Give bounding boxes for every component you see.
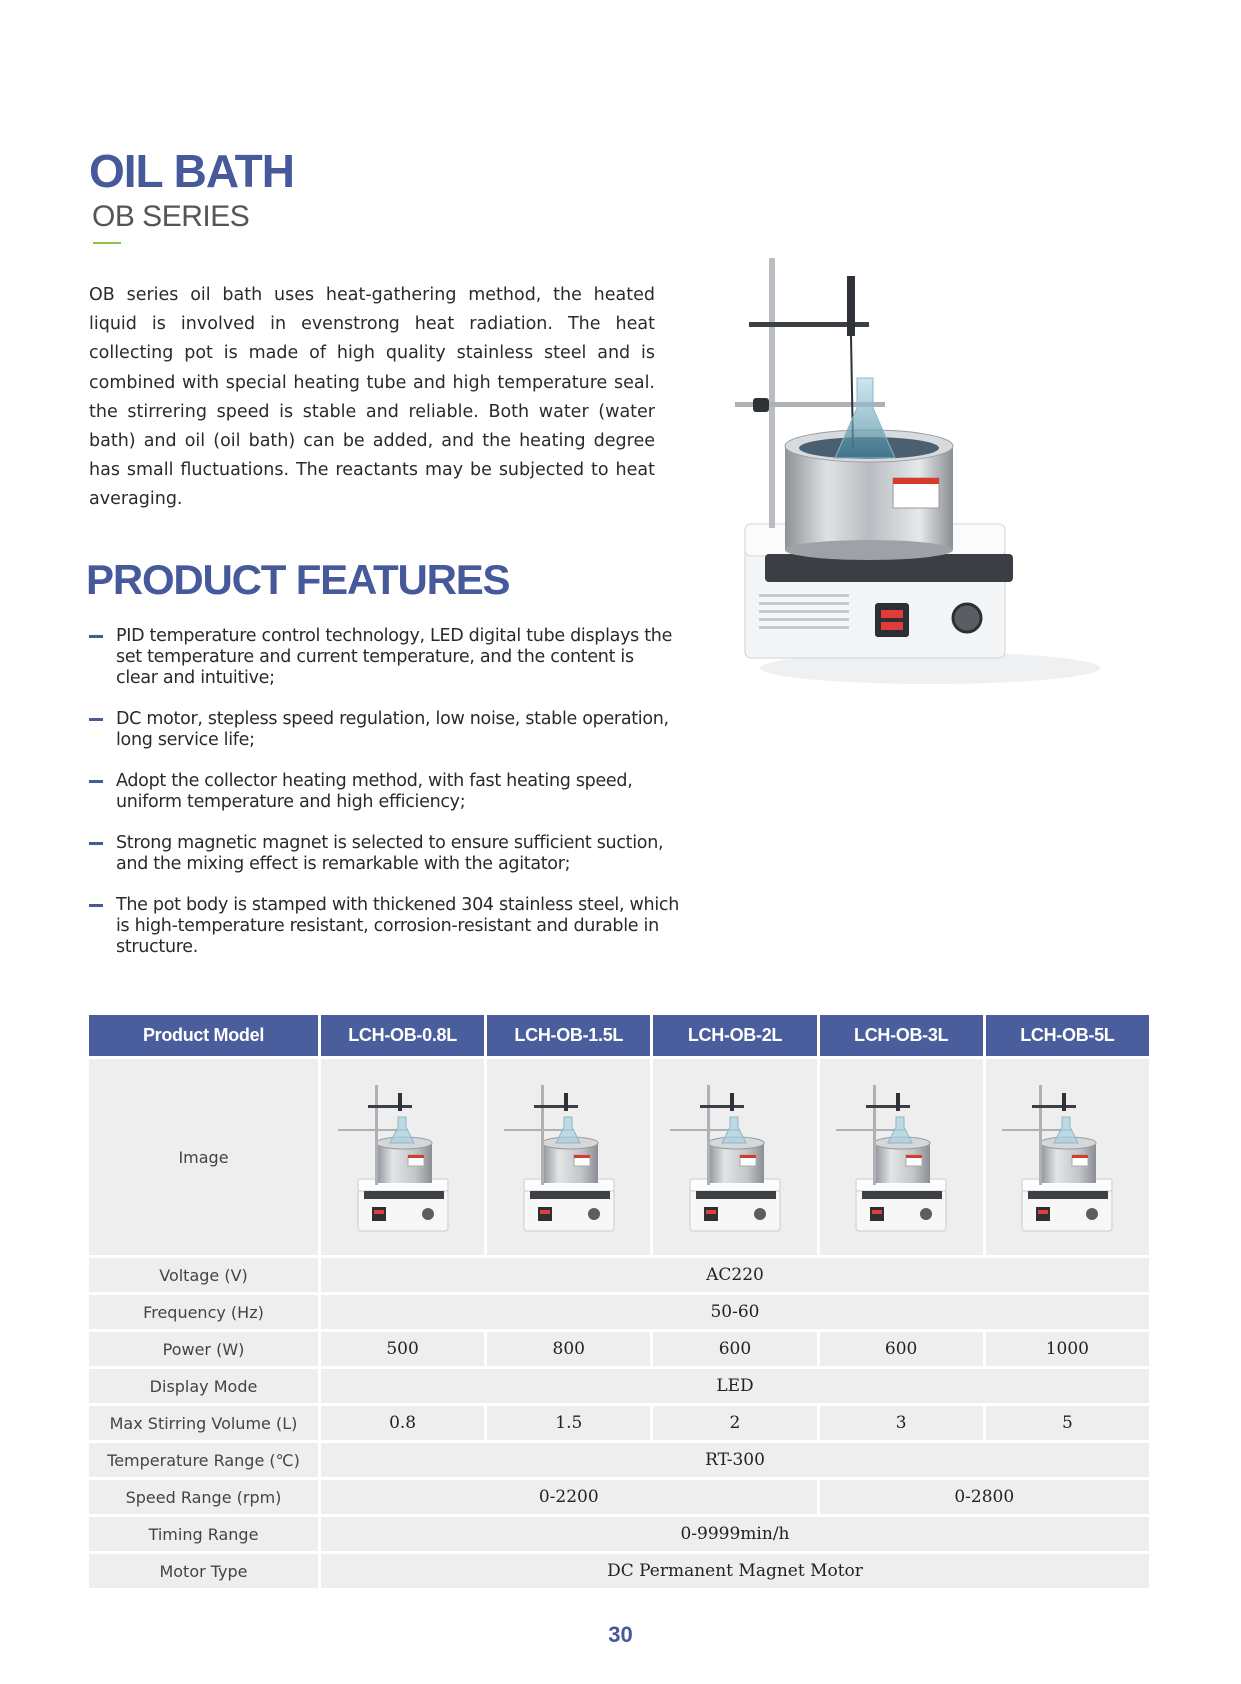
speed-value: 0-2200 xyxy=(321,1480,817,1514)
frequency-value: 50-60 xyxy=(321,1295,1149,1329)
header-model: LCH-OB-1.5L xyxy=(487,1015,650,1056)
model-image-cell xyxy=(487,1059,650,1255)
row-label: Power (W) xyxy=(89,1332,318,1366)
model-image-cell xyxy=(653,1059,816,1255)
header-model: LCH-OB-3L xyxy=(820,1015,983,1056)
row-label: Motor Type xyxy=(89,1554,318,1588)
table-row-speed xyxy=(89,1480,1149,1514)
power-value: 500 xyxy=(321,1332,484,1366)
row-label: Speed Range (rpm) xyxy=(89,1480,318,1514)
header-model: LCH-OB-2L xyxy=(653,1015,816,1056)
row-label: Max Stirring Volume (L) xyxy=(89,1406,318,1440)
features-list xyxy=(89,626,679,978)
product-thumbnail xyxy=(826,1067,976,1247)
feature-item: DC motor, stepless speed regulation, low noise, stable operation, long service life; xyxy=(89,709,679,751)
table-row-temperature xyxy=(89,1443,1149,1477)
page-subtitle: OB SERIES xyxy=(92,200,250,233)
feature-item: Adopt the collector heating method, with fast heating speed, uniform temperature and high efficiency; xyxy=(89,771,679,813)
table-row-display xyxy=(89,1369,1149,1403)
header-product-model: Product Model xyxy=(89,1015,318,1056)
feature-item: Strong magnetic magnet is selected to ensure sufficient suction, and the mixing effect is remarkable with the agitator; xyxy=(89,833,679,875)
row-label: Timing Range xyxy=(89,1517,318,1551)
model-image-cell xyxy=(820,1059,983,1255)
specification-table xyxy=(86,1012,1152,1591)
table-row-timing xyxy=(89,1517,1149,1551)
header-model: LCH-OB-5L xyxy=(986,1015,1149,1056)
title-accent-line xyxy=(93,242,121,244)
header-model: LCH-OB-0.8L xyxy=(321,1015,484,1056)
oil-bath-product-image xyxy=(735,258,1115,698)
features-title: PRODUCT FEATURES xyxy=(86,556,510,603)
table-row-power xyxy=(89,1332,1149,1366)
product-thumbnail xyxy=(992,1067,1142,1247)
volume-value: 3 xyxy=(820,1406,983,1440)
feature-item: PID temperature control technology, LED digital tube displays the set temperature and current temperature, and the content is clear and intuitive; xyxy=(89,626,679,689)
speed-value: 0-2800 xyxy=(820,1480,1149,1514)
power-value: 600 xyxy=(653,1332,816,1366)
model-image-cell xyxy=(321,1059,484,1255)
model-image-cell xyxy=(986,1059,1149,1255)
table-row-image xyxy=(89,1059,1149,1255)
bullet-dash-icon xyxy=(89,635,103,638)
volume-value: 1.5 xyxy=(487,1406,650,1440)
row-label: Display Mode xyxy=(89,1369,318,1403)
volume-value: 5 xyxy=(986,1406,1149,1440)
power-value: 600 xyxy=(820,1332,983,1366)
timing-value: 0-9999min/h xyxy=(321,1517,1149,1551)
bullet-dash-icon xyxy=(89,718,103,721)
table-header-row xyxy=(89,1015,1149,1056)
page-number: 30 xyxy=(608,1622,633,1647)
table-row-volume xyxy=(89,1406,1149,1440)
bullet-dash-icon xyxy=(89,780,103,783)
table-row-voltage xyxy=(89,1258,1149,1292)
bullet-dash-icon xyxy=(89,842,103,845)
volume-value: 0.8 xyxy=(321,1406,484,1440)
row-label: Image xyxy=(89,1059,318,1255)
intro-paragraph: OB series oil bath uses heat-gathering method, the heated liquid is involved in evenstrong heat radiation. The heat collecting pot is made of high quality stainless steel and is combined with special heating tube and high temperature seal. the stirrering speed is stable and reliable. Both water (water bath) and oil (oil bath) can be added, and the heating degree has small fluctuations. The reactants may be subjected to heat averaging. xyxy=(89,285,655,510)
display-value: LED xyxy=(321,1369,1149,1403)
voltage-value: AC220 xyxy=(321,1258,1149,1292)
product-thumbnail xyxy=(328,1067,478,1247)
row-label: Temperature Range (℃) xyxy=(89,1443,318,1477)
power-value: 800 xyxy=(487,1332,650,1366)
feature-item: The pot body is stamped with thickened 304 stainless steel, which is high-temperature resistant, corrosion-resistant and durable in structure. xyxy=(89,895,679,958)
table-row-frequency xyxy=(89,1295,1149,1329)
motor-value: DC Permanent Magnet Motor xyxy=(321,1554,1149,1588)
volume-value: 2 xyxy=(653,1406,816,1440)
temperature-value: RT-300 xyxy=(321,1443,1149,1477)
product-thumbnail xyxy=(494,1067,644,1247)
product-thumbnail xyxy=(660,1067,810,1247)
row-label: Voltage (V) xyxy=(89,1258,318,1292)
row-label: Frequency (Hz) xyxy=(89,1295,318,1329)
table-row-motor xyxy=(89,1554,1149,1588)
page-title: OIL BATH xyxy=(89,145,294,197)
bullet-dash-icon xyxy=(89,904,103,907)
power-value: 1000 xyxy=(986,1332,1149,1366)
